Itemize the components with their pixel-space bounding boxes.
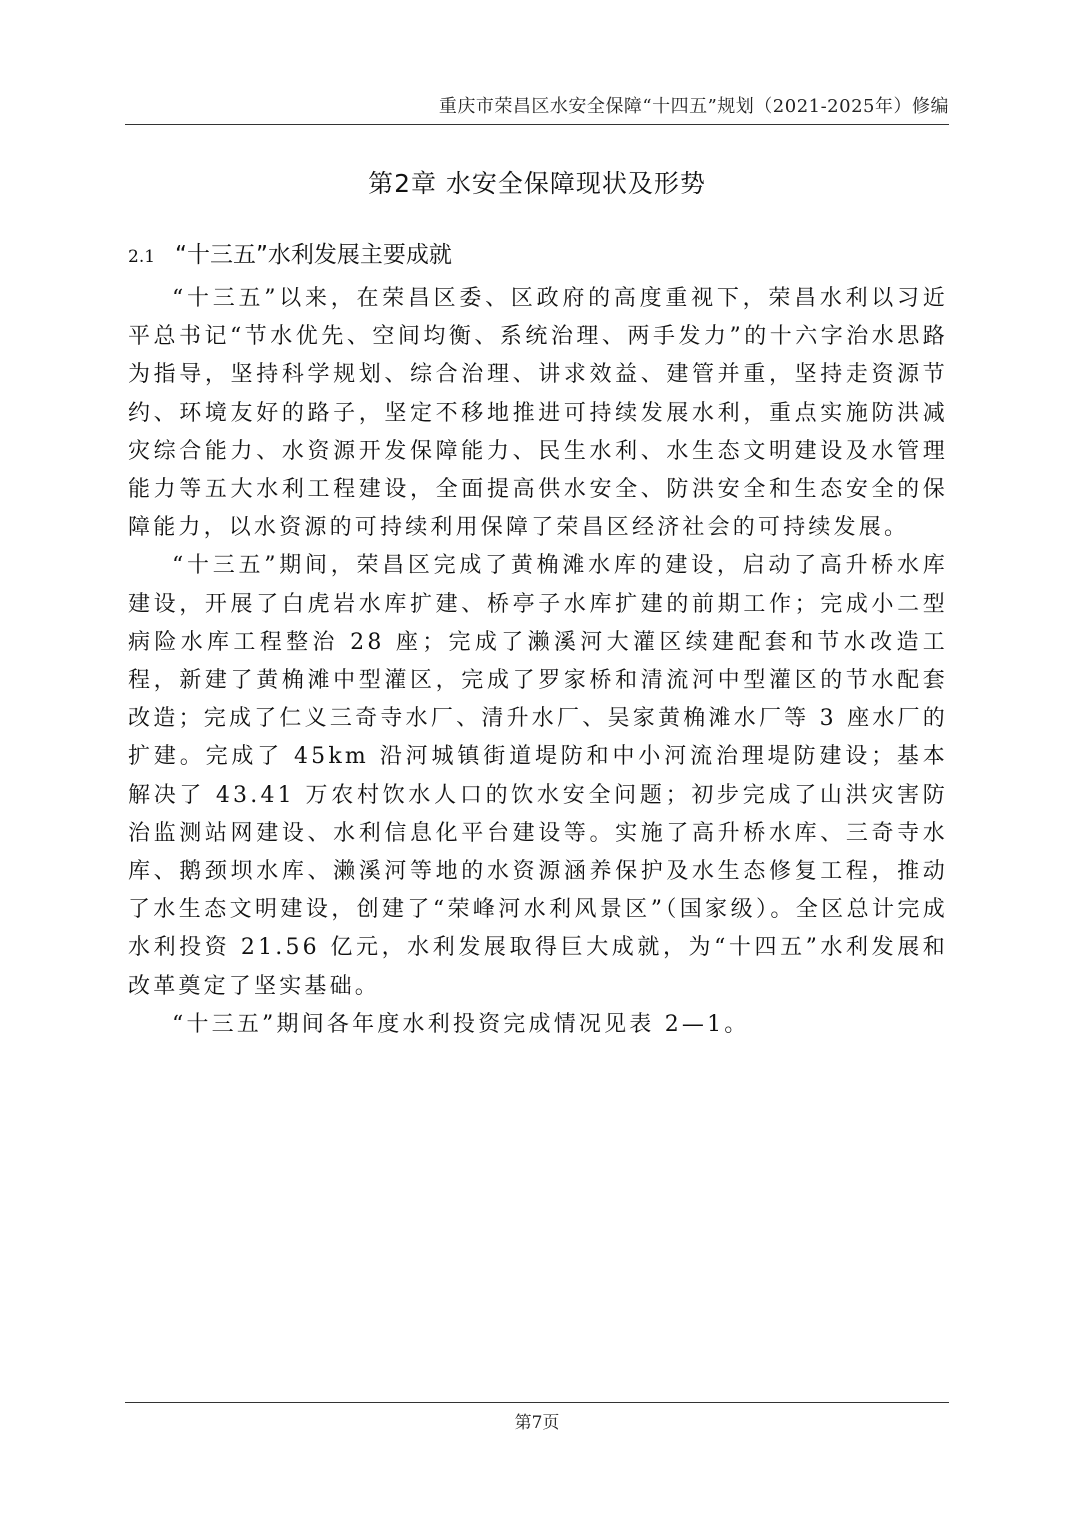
- page-number: 第7页: [514, 1413, 560, 1433]
- section-title: “十三五”水利发展主要成就: [175, 242, 452, 268]
- section-number: 2.1: [128, 247, 156, 267]
- footer-divider: [125, 1402, 949, 1403]
- running-header: 重庆市荣昌区水安全保障“十四五”规划（2021-2025年）修编: [438, 96, 949, 117]
- header-divider: [125, 124, 949, 125]
- paragraph-achievements-overview: “十三五”以来，在荣昌区委、区政府的高度重视下，荣昌水利以习近平总书记“节水优先、空间均衡、系统治理、两手发力”的十六字治水思路为指导，坚持科学规划、综合治理、讲求效益、建管并重，坚持走资源节约、环境友好的路子，坚定不移地推进可持续发展水利，重点实施防洪减灾综合能力、水资源开发保障能力、民生水利、水生态文明建设及水管理能力等五大水利工程建设，全面提高供水安全、防洪安全和生态安全的保障能力，以水资源的可持续利用保障了荣昌区经济社会的可持续发展。: [128, 286, 948, 541]
- paragraph-table-reference: “十三五”期间各年度水利投资完成情况见表 2—1。: [172, 1011, 750, 1037]
- chapter-title: 第2章 水安全保障现状及形势: [368, 169, 706, 198]
- body-text: [128, 280, 948, 1044]
- section-heading: [128, 236, 452, 269]
- paragraph-achievements-details: “十三五”期间，荣昌区完成了黄桷滩水库的建设，启动了高升桥水库建设，开展了白虎岩水库扩建、桥亭子水库扩建的前期工作；完成小二型病险水库工程整治 28 座；完成了濑溪河大灌区续建配套和节水改造工程，新建了黄桷滩中型灌区，完成了罗家桥和清流河中型灌区的节水配套改造；完成了仁义三奇寺水厂、清升水厂、吴家黄桷滩水厂等 3 座水厂的扩建。完成了 45km 沿河城镇街道堤防和中小河流治理堤防建设；基本解决了 43.41 万农村饮水人口的饮水安全问题；初步完成了山洪灾害防治监测站网建设、水利信息化平台建设等。实施了高升桥水库、三奇寺水库、鹅颈坝水库、濑溪河等地的水资源涵养保护及水生态修复工程，推动了水生态文明建设，创建了“荣峰河水利风景区”（国家级）。全区总计完成水利投资 21.56 亿元，水利发展取得巨大成就，为“十四五”水利发展和改革奠定了坚实基础。: [128, 553, 948, 999]
